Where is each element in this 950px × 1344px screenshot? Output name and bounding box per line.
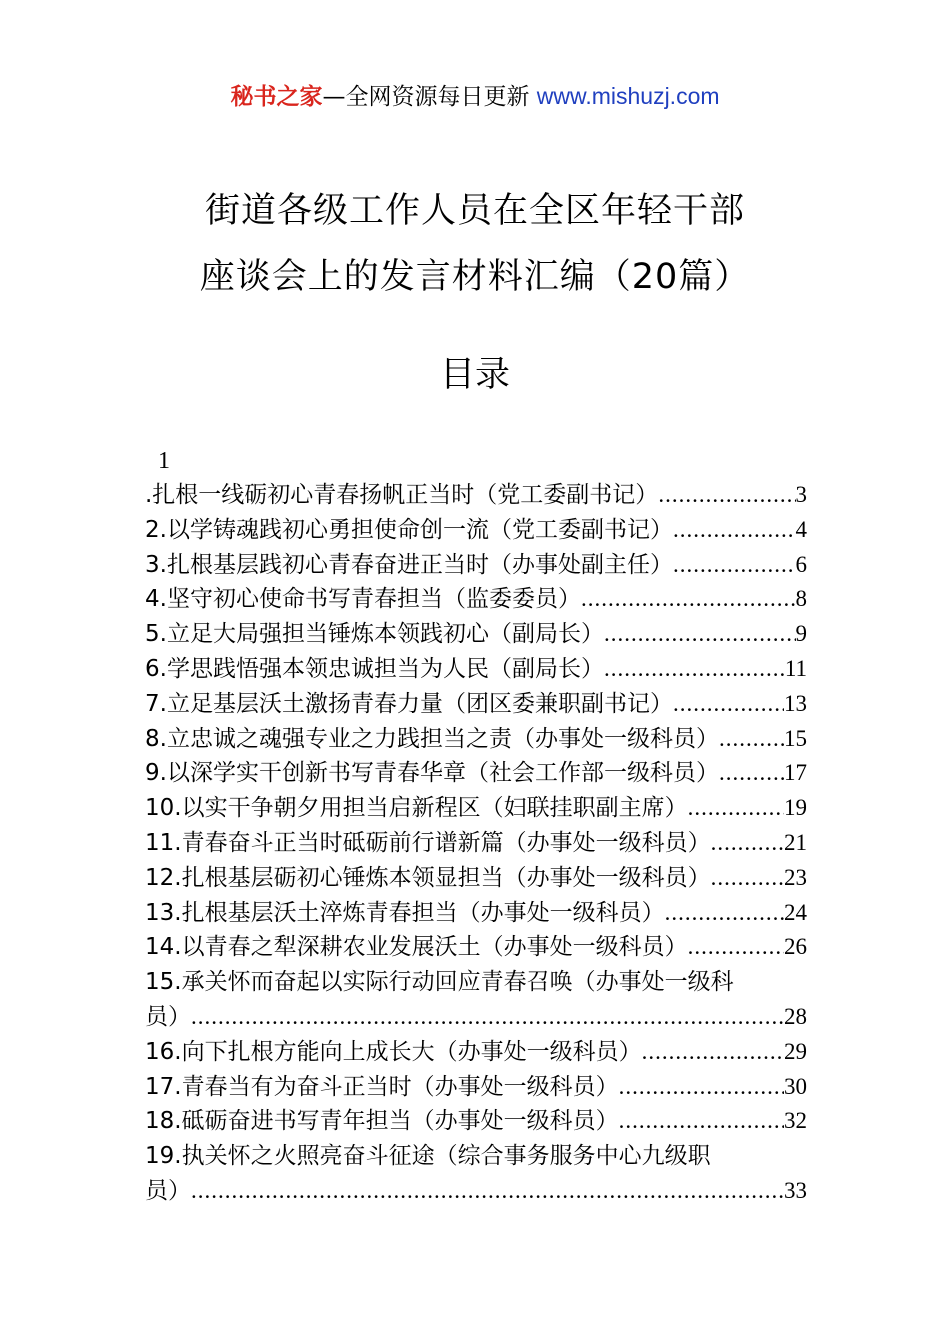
- toc-entry[interactable]: 4.坚守初心使命书写青春担当（监委委员） ..... 8: [145, 582, 807, 617]
- title-line-2: 座谈会上的发言材料汇编（20篇）: [199, 257, 751, 297]
- toc-entry[interactable]: 17.青春当有为奋斗正当时（办事处一级科员） ..... 30: [145, 1070, 807, 1105]
- site-url-link[interactable]: www.mishuzj.com: [536, 83, 720, 109]
- toc-entry[interactable]: 9.以深学实干创新书写青春华章（社会工作部一级科员） ..... 17: [145, 756, 807, 791]
- brand-name: 秘书之家: [230, 84, 323, 110]
- toc-entry[interactable]: 6.学思践悟强本领忠诚担当为人民（副局长） ..... 11: [145, 652, 807, 687]
- toc-entry[interactable]: 14.以青春之犁深耕农业发展沃土（办事处一级科员） ..... 26: [145, 930, 807, 965]
- toc-entry-line-2[interactable]: 员） ..... 28: [145, 1000, 807, 1035]
- toc-entry-line-2[interactable]: 员） ..... 33: [145, 1174, 807, 1209]
- toc-entry[interactable]: 10.以实干争朝夕用担当启新程区（妇联挂职副主席） ..... 19: [145, 791, 807, 826]
- toc-first-number: 1: [158, 448, 170, 474]
- toc-entry[interactable]: .扎根一线砺初心青春扬帆正当时（党工委副书记） ..... 3: [145, 478, 807, 513]
- header-tagline: —全网资源每日更新: [322, 84, 530, 110]
- toc-entry-line-1[interactable]: 19.执关怀之火照亮奋斗征途（综合事务服务中心九级职: [145, 1143, 711, 1170]
- toc-entry[interactable]: 16.向下扎根方能向上成长大（办事处一级科员） ..... 29: [145, 1035, 807, 1070]
- toc-entry[interactable]: 3.扎根基层践初心青春奋进正当时（办事处副主任） ..... 6: [145, 548, 807, 583]
- toc-entry[interactable]: 12.扎根基层砺初心锤炼本领显担当（办事处一级科员） ..... 23: [145, 861, 807, 896]
- title-line-1: 街道各级工作人员在全区年轻干部: [204, 191, 745, 231]
- toc-entry[interactable]: 8.立忠诚之魂强专业之力践担当之责（办事处一级科员） ..... 15: [145, 722, 807, 757]
- toc-entry[interactable]: 11.青春奋斗正当时砥砺前行谱新篇（办事处一级科员） ..... 21: [145, 826, 807, 861]
- toc-entry[interactable]: 13.扎根基层沃土淬炼青春担当（办事处一级科员） ..... 24: [145, 896, 807, 931]
- table-of-contents: [145, 478, 807, 1209]
- toc-entry[interactable]: 2.以学铸魂践初心勇担使命创一流（党工委副书记） ..... 4: [145, 513, 807, 548]
- toc-heading: 目录: [439, 355, 510, 395]
- toc-entry[interactable]: 18.砥砺奋进书写青年担当（办事处一级科员） ..... 32: [145, 1104, 807, 1139]
- site-header: [0, 80, 950, 113]
- toc-entry[interactable]: 7.立足基层沃土激扬青春力量（团区委兼职副书记） ..... 13: [145, 687, 807, 722]
- toc-entry-line-1[interactable]: 15.承关怀而奋起以实际行动回应青春召唤（办事处一级科: [145, 969, 734, 996]
- document-title: [0, 178, 950, 310]
- toc-entry[interactable]: 5.立足大局强担当锤炼本领践初心（副局长） ..... 9: [145, 617, 807, 652]
